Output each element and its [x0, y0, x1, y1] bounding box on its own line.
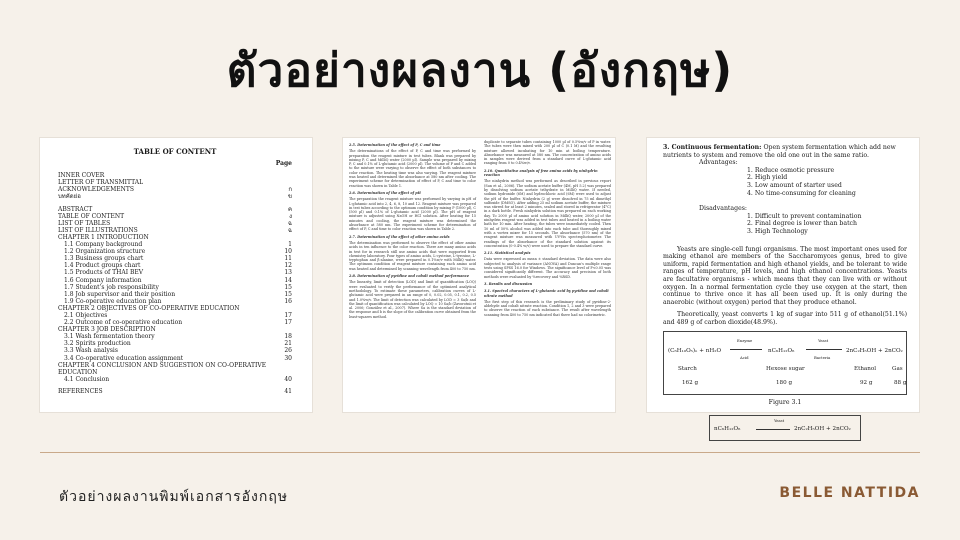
disadvantage-item: 1. Difficult to prevent contamination — [747, 212, 862, 220]
toc-row — [58, 362, 292, 369]
toc-row — [58, 312, 292, 319]
toc-list — [58, 172, 292, 395]
paper-section-heading: 3. Results and discussion — [484, 281, 533, 286]
toc-row — [58, 319, 292, 326]
toc-title: TABLE OF CONTENT — [133, 147, 217, 156]
advantage-item: 4. No time-consuming for cleaning — [747, 189, 856, 197]
paper-column-left — [349, 140, 476, 322]
disadvantages-label: Disadvantages: — [699, 205, 747, 213]
eq-label-ethanol: Ethanol — [854, 366, 877, 373]
toc-row-label: 4.1 Conclusion — [64, 375, 110, 383]
toc-row-page: 11 — [284, 255, 292, 263]
toc-row-page: ฉ — [287, 219, 292, 227]
toc-row-label: REFERENCES — [58, 387, 103, 395]
advantages-list — [663, 167, 907, 197]
toc-row-label: 1.2 Organization structure — [64, 248, 146, 256]
toc-page-label: Page — [275, 160, 292, 168]
toc-row-page: 30 — [284, 354, 292, 362]
toc-page — [58, 148, 292, 395]
toc-row — [58, 255, 292, 262]
toc-row-label: CHAPTER 1 INTRODUCTION — [58, 233, 149, 241]
fermentation-document-image — [647, 138, 919, 433]
toc-row — [58, 388, 292, 395]
toc-row — [58, 186, 292, 193]
toc-row — [58, 262, 292, 269]
paper-paragraph: The preparation the reagent mixture was performed by varying in pH of L-glutamic acid into 2, 4, 6, 8, 10 and 12. Reagent mixture was prepared in test tubes according to the optimum condition by mixing P (1000 µl), C (500 µl) and 0.1% of L-glutamic acid (2000 µl). The pH of reagent mixture is adjusted using NaOH or HCl solution. After heating for 15 minutes and cooling, the reagent mixture was determined the absorbance at 580 nm. The experiment scheme for determination of effect of P, C and time to color reaction was shown in Table 2. — [349, 197, 476, 232]
footer-caption: ตัวอย่างผลงานพิมพ์เอกสารอังกฤษ — [59, 489, 289, 505]
paper-paragraph: duplicate to separate tubes containing 1000 µl of 0.5%w/v of P in water. The tubes were then mixed with 200 µl of C (0.1 M) and the resulting mixture allowed incubating for 10 min at boiling temperature. Absorbance was measured at 580 nm. The concentration of amino acids in samples were derived from a standard curve of L-glutamic acid ranging from 0 to 0.4%w/v. — [484, 140, 611, 166]
disadvantages-list — [663, 213, 907, 236]
toc-row — [58, 248, 292, 255]
toc-row-label: บทคัดย่อ — [58, 193, 81, 201]
toc-row-page: ค — [287, 205, 292, 213]
author-name: BELLE NATTIDA — [779, 485, 920, 501]
advantage-item: 3. Low amount of starter used — [747, 181, 842, 189]
toc-row-label: INNER COVER — [58, 172, 105, 180]
eq-mass-ethanol: 92 g — [860, 380, 873, 387]
toc-row-label: 1.8 Job supervisor and their position — [64, 290, 176, 298]
toc-row-label: 1.7 Student’s job responsibility — [64, 283, 159, 291]
paper-document-image — [343, 138, 615, 412]
toc-row — [58, 241, 292, 248]
toc-row — [58, 227, 292, 234]
toc-row-label: 1.5 Products of THAI BEV — [64, 269, 144, 277]
eq2-yeast-label: Yeast — [774, 418, 785, 424]
paper-paragraph: The determination was performed to observe the effect of other amino acids in ten influence to the color reaction. There are many amino acids in test for in research still use amino acids that were supported from chemistry laboratory. Four types of amino acids, L-cysteine, L-tyrosine, L-tryptophan and β-alanine, were prepared in 0.1%w/v with MilliQ water. The optimum condition of reagent mixture containing each amino acid was heated and determined by scanning wavelength from 400 to 750 nm. — [349, 240, 476, 271]
eq-mass-gas: 88 g — [894, 380, 907, 387]
paper-section-heading: 2.5. Determination of the effect of P, C and time — [349, 143, 441, 147]
toc-row-label: 3.4 Co-operative education assignment — [64, 354, 184, 362]
footer-divider — [40, 452, 920, 453]
toc-row — [58, 326, 292, 333]
eq-product: 2nC₂H₅OH + 2nCO₂ — [846, 348, 903, 355]
toc-row-page: 12 — [284, 262, 292, 270]
paper-section-heading: 2.7. Determination of the effect of other amino acids — [349, 234, 450, 239]
paper-paragraph: The determinations of the effect of P, C and time was performed by preparation the reagent mixture in test tubes. Blank was prepared by mixing P, C and MilliQ water (2000 µl). Sample was prepared by mixing P, C and 0.1% of L-glutamic acid (2000 µl). The volume of P and C added to the mixture were varying to observe the effect of both substances to color reaction. The heating time was also varying. The reagent mixture was heated and determined the absorbance at 580 nm after cooling. The experiment scheme for determination of effect of P, C and time to color reaction was shown in Table 1. — [349, 149, 476, 188]
toc-row — [58, 369, 292, 376]
toc-row-page: 21 — [284, 340, 292, 348]
toc-row — [58, 340, 292, 347]
eq-yeast-label: Yeast — [818, 338, 829, 344]
eq-intermediate: nC₆H₁₂O₆ — [768, 348, 795, 355]
paper-section-heading: 2.8. Determination of pyridine and cobalt method performance — [349, 274, 469, 279]
toc-row-label: 2.2 Outcome of co-operative education — [64, 319, 183, 327]
toc-row — [58, 193, 292, 200]
toc-row-label: 1.6 Company information — [64, 276, 142, 284]
toc-row — [58, 220, 292, 227]
toc-row-label: LIST OF TABLES — [58, 219, 111, 227]
toc-row-page: 10 — [284, 248, 292, 256]
toc-row-page: 1 — [288, 241, 292, 249]
eq-reactant: (C₆H₁₀O₅)ₙ + nH₂O — [668, 348, 722, 355]
fermentation-page — [663, 144, 907, 441]
figure-caption: Figure 3.1 — [768, 399, 802, 407]
paper-page — [349, 140, 611, 322]
toc-row — [58, 298, 292, 305]
toc-row-page: ฉ — [287, 226, 292, 234]
eq-bacteria-label: Bacteria — [814, 355, 831, 361]
eq-label-starch: Starch — [678, 366, 697, 373]
toc-row — [58, 234, 292, 241]
toc-row-page: 17 — [284, 311, 292, 319]
toc-row — [58, 305, 292, 312]
paper-section-heading: 2.6. Determination of the effect of pH — [349, 190, 421, 195]
toc-row-page: ง — [289, 212, 292, 220]
toc-row — [58, 172, 292, 179]
toc-row-label: CHAPTER 3 JOB DESCRIPTION — [58, 326, 156, 334]
eq2-left: nC₆H₁₂O₆ — [714, 426, 741, 433]
toc-row-label: 3.2 Spirits production — [64, 340, 131, 348]
toc-row-label: ACKNOWLEDGEMENTS — [58, 186, 134, 194]
paper-paragraph: The first step of this research is the preliminary study of pyridine-2-aldehyde and cobalt nitrate reaction. Condition 1, 2 and 3 were prepared to observe the reaction of each substance. The result after wavelength scanning from 400 to 750 nm indicated that there had no colorimetric. — [484, 299, 611, 317]
toc-row-page: 18 — [284, 333, 292, 341]
toc-row-page: 16 — [284, 297, 292, 305]
paper-column-right — [484, 140, 611, 322]
advantage-item: 1. Reduce osmotic pressure — [747, 166, 835, 174]
toc-row — [58, 206, 292, 213]
toc-row — [58, 376, 292, 383]
theory-paragraph: Theoretically, yeast converts 1 kg of sugar into 511 g of ethanol(51.1%) and 489 g of carbon dioxide(48.9%). — [663, 311, 907, 326]
toc-row-label: 2.1 Objectives — [64, 311, 108, 319]
disadvantage-item: 3. High Technology — [747, 227, 808, 235]
toc-row — [58, 269, 292, 276]
paper-section-heading: 2.10. Quantitative analysis of free amino acids by ninhydrin reaction — [484, 168, 598, 178]
eq-label-gas: Gas — [892, 366, 903, 373]
eq-enzyme-label: Enzyme — [737, 338, 753, 344]
toc-row-page: 14 — [284, 276, 292, 284]
toc-document-image — [40, 138, 312, 412]
toc-row — [58, 347, 292, 354]
toc-row-page: 26 — [284, 347, 292, 355]
toc-row — [58, 213, 292, 220]
toc-row-page: 13 — [284, 269, 292, 277]
toc-row-label: 3.3 Wash analysis — [64, 347, 118, 355]
toc-row-page: 41 — [284, 387, 292, 395]
advantages-label: Advantages: — [699, 159, 738, 167]
disadvantage-item: 2. Final degree is lower than batch — [747, 220, 858, 228]
toc-row — [58, 355, 292, 362]
eq-mass-hexose: 180 g — [776, 380, 793, 387]
toc-row-label: LIST OF ILLUSTRATIONS — [58, 226, 138, 234]
toc-row-page: 15 — [284, 290, 292, 298]
paper-paragraph: The ninhydrin method was performed as described in previous report (Sun et al., 2006). The sodium acetate buffer (4M, pH 5.2) was prepared by dissolving sodium acetate trihydrate in MilliQ water. If needed, sodium hydroxide (6M) and hydrochloric acid (6M) were used to adjust the pH of the buffer. Ninhydrin (2 g) were dissolved in 75 ml dimethyl sulfoxide (DMSO). After adding 25 ml sodium acetate buffer, the mixture was stirred for at least 2 minutes, sealed and stored in refrigerator (4°C) in a dark bottle. Fresh ninhydrin solution was prepared on each working day. To 2000 µl of amino acid solution in MilliQ water, 2000 µl of the ninhydrin reagent was added in test tubes and heated in a boiling water bath for 10 min. After heating, the tubes were immediately cooled. Then 10 ml of 50% alcohol was added into each tube and thoroughly mixed with a vortex mixer for 15 seconds. The absorbance (570 nm) of the reagent mixture was measured with UV-Vis spectrophotometer. The readings of the absorbance of the standard solution against its concentration (0-0.4% w/v) were used to prepare the standard curve. — [484, 179, 611, 248]
paper-paragraph: The linearity, limit of detection (LOD) and limit of quantification (LOQ) were evaluated to verify the performance of the optimized analytical methodology. To estimate these parameters, calibration curves of L-glutamic acid were prepared in an range of 0, 0.02, 0.05, 0.1, 0.2, 0.5 and 1.0%w/v. The limit of detection was calculated by LOD = 3 Sa/b and the limit of quantification was calculated by LOQ = 10 Sa/b (Zavorotnii et al. 2006; González et al., 2007). Where Sa is the standard deviation of the response and b is the slope of the calibration curve obtained from the least-squares method. — [349, 280, 476, 319]
toc-row-label: LETTER OF TRANSMITTAL — [58, 179, 144, 187]
toc-row-label: 1.1 Company background — [64, 241, 143, 249]
toc-row-page: 40 — [284, 375, 292, 383]
paper-section-heading: 2.11. Statistical analysis — [484, 251, 531, 256]
eq2-right: 2nC₂H₅OH + 2nCO₂ — [794, 426, 851, 433]
advantage-item: 2. High yield — [747, 174, 788, 182]
fermentation-equation-box — [663, 331, 907, 395]
eq-label-hexose: Hexose sugar — [766, 366, 805, 373]
toc-row-label: CHAPTER 2 OBJECTIVES OF CO-OPERATIVE EDUCATION — [58, 304, 240, 312]
eq-arrow-2 — [806, 349, 842, 350]
toc-row — [58, 179, 292, 186]
yeast-paragraph: Yeasts are single-cell fungi organisms. The most important ones used for making ethanol are members of the Saccharomyces genus, bred to give uniform, rapid fermentation and high ethanol yields, and be tolerant to wide ranges of temperature, pH levels, and high ethanol concentrations. Yeasts are facultative organisms - which means that they can live with or without oxygen. In a normal fermentation cycle they use oxygen at the start, then continue to thrive once it has all been used up. It is only during the anaerobic (without oxygen) period that they produce ethanol. — [663, 245, 907, 306]
toc-row — [58, 277, 292, 284]
toc-row — [58, 333, 292, 340]
toc-row-label: EDUCATION — [58, 368, 98, 376]
toc-row-label: TABLE OF CONTENT — [58, 212, 125, 220]
second-equation-box — [709, 415, 861, 441]
section-heading: 3. Continuous fermentation: — [663, 144, 762, 151]
paper-section-heading: 3.1. Spectral characters of L-glutamic acid by pyridine and cobalt nitrate method — [484, 289, 609, 298]
eq-mass-starch: 162 g — [682, 380, 699, 387]
page-title: ตัวอย่างผลงาน (อังกฤษ) — [226, 43, 734, 97]
eq-arrow-1 — [730, 349, 762, 350]
toc-row — [58, 284, 292, 291]
toc-row-label: 1.3 Business groups chart — [64, 255, 144, 263]
toc-row-label: 1.4 Product groups chart — [64, 262, 141, 270]
toc-row-label: CHAPTER 4 CONCLUSION AND SUGGESTION ON CO-OPERATIVE — [58, 361, 267, 369]
eq2-arrow — [756, 429, 790, 430]
section-heading-text: Open system fermentation which add new nutrients to system and remove the old one out in the same ratio. — [663, 144, 896, 159]
toc-row — [58, 291, 292, 298]
toc-row-page: ก — [288, 186, 292, 194]
toc-row-page: ข — [287, 193, 292, 201]
toc-row-label: 3.1 Wash fermentation theory — [64, 333, 155, 341]
toc-row-label: ABSTRACT — [58, 205, 93, 213]
paper-paragraph: Data were expressed as mean ± standard deviation. The data were also subjected to analysis of variance (ANOVA) and Duncan's multiple range tests using SPSS 16.0 for Windows. The significance level of P<0.05 was considered significantly different. The accuracy and precision of both methods were evaluated by %recovery and %RSD. — [484, 257, 611, 279]
eq-acid-label: Acid — [740, 355, 749, 361]
toc-row-page: 17 — [284, 319, 292, 327]
toc-row-label: 1.9 Co-operative education plan — [64, 297, 162, 305]
toc-row-page: 15 — [284, 283, 292, 291]
